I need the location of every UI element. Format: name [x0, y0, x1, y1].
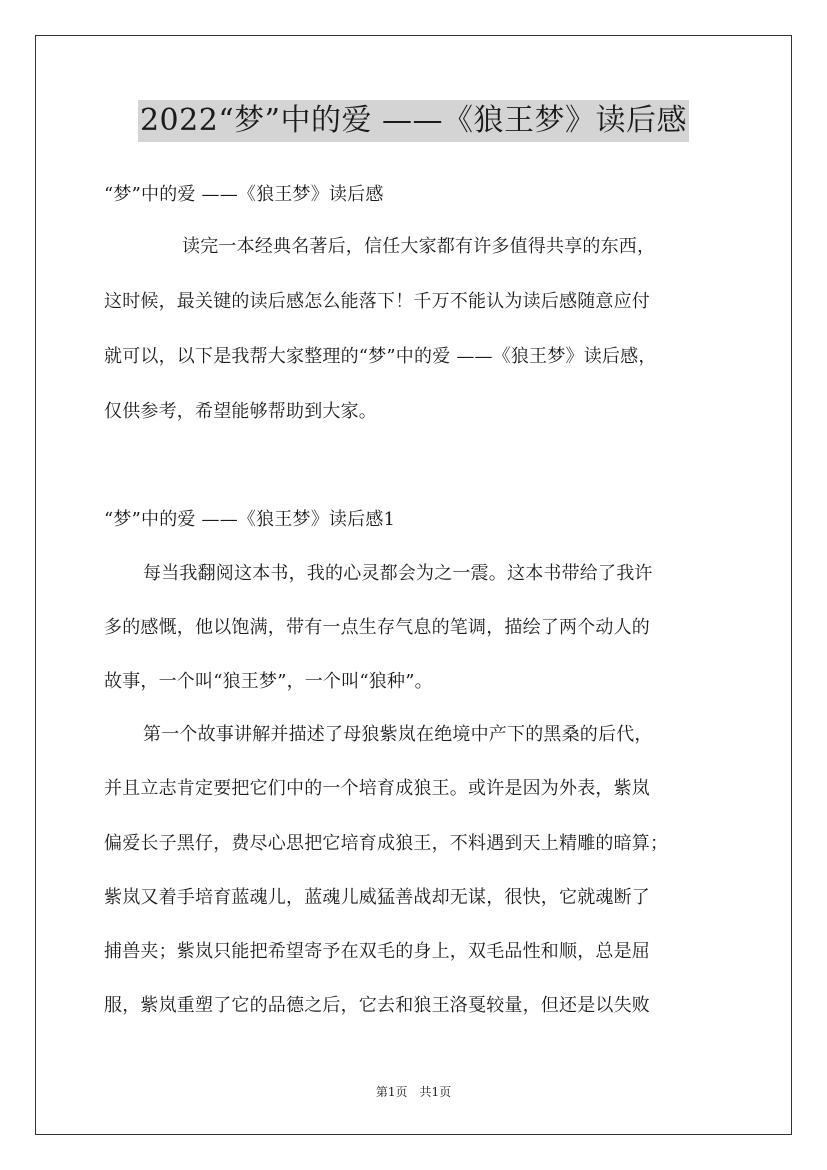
- document-title: 2022“梦”中的爱 ——《狼王梦》读后感: [138, 100, 689, 142]
- body-line: 偏爱长子黑仔，费尽心思把它培育成狼王，不料遇到天上精雕的暗算；: [104, 833, 669, 854]
- body-line: 紫岚又着手培育蓝魂儿，蓝魂儿威猛善战却无谋，很快，它就魂断了: [104, 887, 650, 908]
- body-line: 第一个故事讲解并描述了母狼紫岚在绝境中产下的黑桑的后代，: [143, 724, 653, 745]
- intro-line: 仅供参考，希望能够帮助到大家。: [104, 401, 377, 422]
- body-line: 捕兽夹；紫岚只能把希望寄予在双毛的身上，双毛品性和顺，总是屈: [104, 941, 650, 962]
- body-line: 每当我翻阅这本书，我的心灵都会为之一震。这本书带给了我许: [143, 563, 653, 584]
- intro-line: 读完一本经典名著后，信任大家都有许多值得共享的东西，: [182, 236, 656, 257]
- title-container: [0, 100, 827, 142]
- body-line: 故事，一个叫“狼王梦”，一个叫“狼种”。: [104, 671, 433, 692]
- intro-line: 这时候，最关键的读后感怎么能落下！千万不能认为读后感随意应付: [104, 291, 650, 312]
- subtitle: “梦”中的爱 ——《狼王梦》读后感: [104, 184, 384, 205]
- section-heading: “梦”中的爱 ——《狼王梦》读后感1: [104, 509, 396, 530]
- page-footer: 第1页 共1页: [375, 1085, 452, 1099]
- body-line: 并且立志肯定要把它们中的一个培育成狼王。或许是因为外表，紫岚: [104, 778, 650, 799]
- body-line: 多的感慨，他以饱满，带有一点生存气息的笔调，描绘了两个动人的: [104, 617, 650, 638]
- intro-line: 就可以，以下是我帮大家整理的“梦”中的爱 ——《狼王梦》读后感，: [104, 346, 657, 367]
- body-line: 服，紫岚重塑了它的品德之后，它去和狼王洛戛较量，但还是以失败: [104, 995, 650, 1016]
